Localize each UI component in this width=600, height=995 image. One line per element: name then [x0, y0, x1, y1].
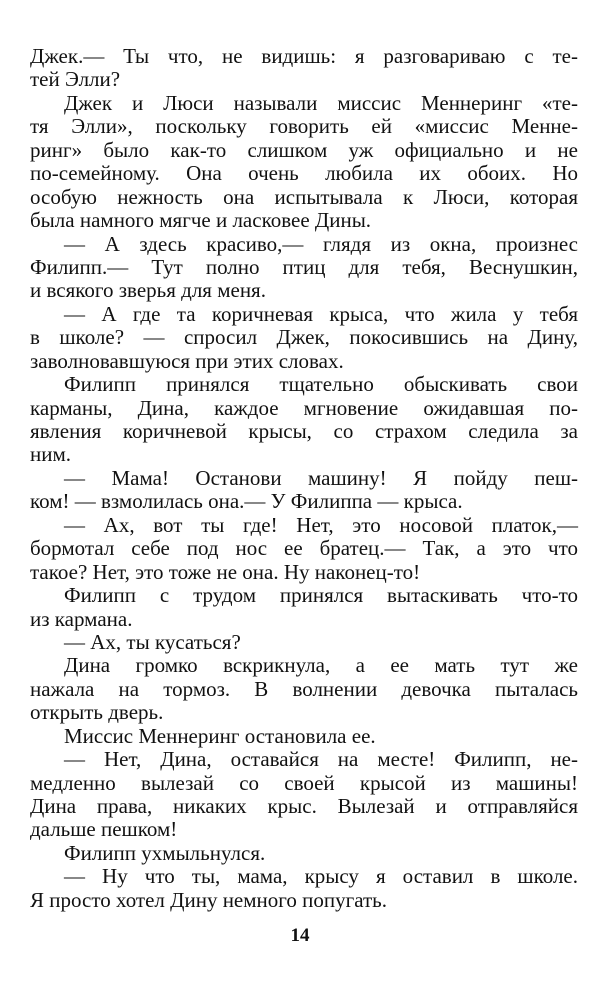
text-line: особую нежность она испытывала к Люси, которая — [30, 184, 578, 209]
text-line: ринг» было как-то слишком уж официально и не — [30, 137, 578, 162]
text-line: — Нет, Дина, оставайся на месте! Филипп, не- — [64, 747, 578, 772]
text-line: тей Элли? — [30, 67, 121, 92]
text-line: Филипп ухмыльнулся. — [64, 840, 266, 865]
text-line: бормотал себе под нос ее братец.— Так, а это что — [30, 536, 578, 561]
text-line: Джек и Люси называли миссис Меннеринг «те- — [64, 90, 578, 115]
text-line: открыть дверь. — [30, 700, 164, 725]
text-line: в школе? — спросил Джек, покосившись на Дину, — [30, 325, 578, 350]
text-line: тя Элли», поскольку говорить ей «миссис Менне- — [30, 114, 578, 139]
text-line: нажала на тормоз. В волнении девочка пыталась — [30, 676, 578, 701]
text-line: — Ах, вот ты где! Нет, это носовой платок,— — [64, 512, 578, 537]
text-line: и всякого зверья для меня. — [30, 278, 266, 303]
text-line: была намного мягче и ласковее Дины. — [30, 208, 372, 233]
text-line: по-семейному. Она очень любила их обоих. Но — [30, 161, 578, 186]
text-line: явления коричневой крысы, со страхом следила за — [30, 419, 578, 443]
text-line: — Ну что ты, мама, крысу я оставил в школе. — [64, 864, 578, 889]
text-line: из кармана. — [30, 606, 133, 631]
text-line: Джек.— Ты что, не видишь: я разговариваю с те- — [30, 44, 578, 68]
text-line: ком! — взмолилась она.— У Филиппа — крыса. — [30, 489, 463, 514]
text-line: — Ах, ты кусаться? — [64, 629, 241, 654]
text-line: ним. — [30, 442, 72, 467]
text-line: заволновавшуюся при этих словах. — [30, 348, 344, 373]
text-line: — А где та коричневая крыса, что жила у тебя — [64, 301, 578, 326]
page-number: 14 — [290, 925, 310, 946]
text-line: Филипп с трудом принялся вытаскивать что-то — [64, 583, 578, 608]
text-line: такое? Нет, это тоже не она. Ну наконец-то! — [30, 559, 421, 584]
text-line: Миссис Меннеринг остановила ее. — [64, 723, 376, 748]
text-line: Филипп принялся тщательно обыскивать свои — [64, 372, 578, 397]
text-line: — А здесь красиво,— глядя из окна, произнес — [64, 231, 578, 256]
text-line: карманы, Дина, каждое мгновение ожидавшая по- — [30, 395, 578, 420]
text-line: Дина права, никаких крыс. Вылезай и отправляйся — [30, 794, 578, 818]
text-line: — Мама! Останови машину! Я пойду пеш- — [64, 465, 578, 490]
text-line: дальше пешком! — [30, 817, 178, 842]
text-line: Дина громко вскрикнула, а ее мать тут же — [64, 653, 578, 678]
text-line: Я просто хотел Дину немного попугать. — [30, 887, 387, 912]
text-line: медленно вылезай со своей крысой из машины! — [30, 770, 578, 795]
text-line: Филипп.— Тут полно птиц для тебя, Веснушкин, — [30, 254, 578, 279]
body-text — [30, 45, 578, 912]
